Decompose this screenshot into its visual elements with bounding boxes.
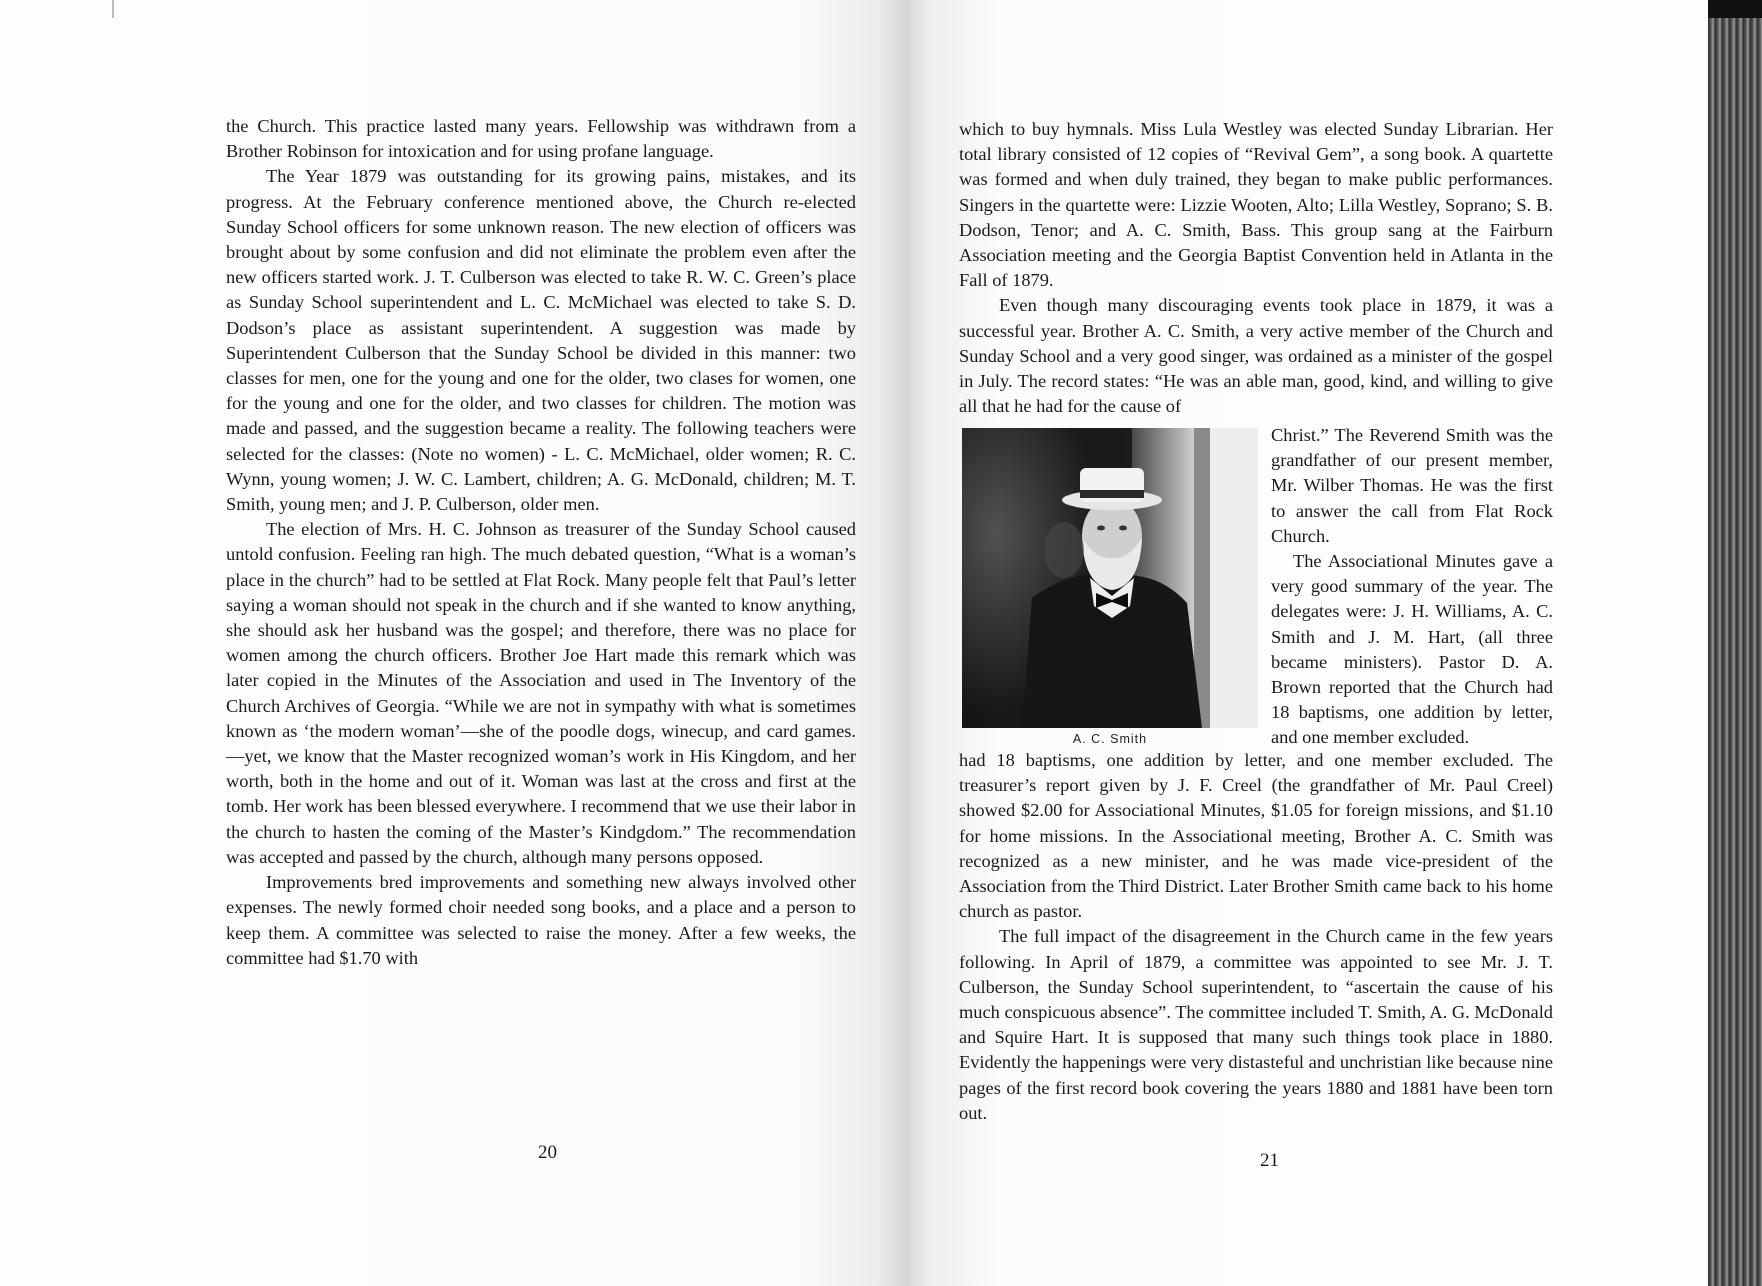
paragraph: The Associational Minutes gave a very good summary of the year. The delegates were: J. H. Williams, A. C. Smith and J. M. Hart, (all three became ministers). Pastor D. A. Brown reported that the Church had 18 baptisms, one addition by letter, and one member excluded. xyxy=(1271,551,1553,748)
book-page-edges xyxy=(1708,0,1762,1286)
paragraph: which to buy hymnals. Miss Lula Westley was elected Sunday Librarian. Her total library consisted of 12 copies of “Revival Gem”, a song book. A quartette was formed and when duly trained, they began to make public performances. Singers in the quartette were: Lizzie Wooten, Alto; Lilla Westley, Soprano; S. B. Dodson, Tenor; and A. C. Smith, Bass. This group sang at the Fairburn Association meeting and the Georgia Baptist Convention held in Atlanta in the Fall of 1879. xyxy=(959,119,1553,291)
scan-corner-mark xyxy=(112,0,114,18)
right-page-text-bottom xyxy=(959,748,1553,1126)
page-number-left: 20 xyxy=(538,1142,557,1163)
paragraph: Even though many discouraging events took place in 1879, it was a successful year. Brother A. C. Smith, a very active member of the Church and Sunday School and a very good singer, was ordained as a minister of the gospel in July. The record states: “He was an able man, good, kind, and willing to give all that he had for the cause of xyxy=(959,295,1553,417)
photo-caption: A. C. Smith xyxy=(1072,732,1148,746)
paragraph: Improvements bred improvements and something new always involved other expenses. The newly formed choir needed song books, and a place and a person to keep them. A committee was selected to raise the money. After a few weeks, the committee had $1.70 with xyxy=(226,872,856,968)
paragraph: The election of Mrs. H. C. Johnson as treasurer of the Sunday School caused untold confusion. Feeling ran high. The much debated question, “What is a woman’s place in the church” had to be settled at Flat Rock. Many people felt that Paul’s letter saying a woman should not speak in the church and if she wanted to know anything, she should ask her husband was the gospel; and therefore, there was no place for women among the church officers. Brother Joe Hart made this remark which was later copied in the Minutes of the Association and used in The Inventory of the Church Archives of Georgia. “While we are not in sympathy with what is sometimes known as ‘the modern woman’—she of the poodle dogs, winecup, and card games.—yet, we know that the Master recognized woman’s work in His Kingdom, and her worth, both in the home and out of it. Woman was last at the cross and first at the tomb. Her work has been blessed everywhere. I recommend that we use their labor in the church to hasten the coming of the Master’s Kindgdom.” The recommendation was accepted and passed by the church, although many persons opposed. xyxy=(226,519,856,867)
paragraph: The Year 1879 was outstanding for its growing pains, mistakes, and its progress. At the February conference mentioned above, the Church re-elected Sunday School officers for some unknown reason. The new election of officers was brought about by some confusion and did not eliminate the problem even after the new officers started work. J. T. Culberson was elected to take R. W. C. Green’s place as Sunday School superintendent and L. C. McMichael was elected to take S. D. Dodson’s place as assistant superintendent. A suggestion was made by Superintendent Culberson that the Sunday School be divided in this manner: two classes for men, one for the young and one for the older, two clases for women, one for the young and one for the older, and two classes for children. The motion was made and passed, and the suggestion became a reality. The following teachers were selected for the classes: (Note no women) - L. C. McMichael, older women; R. C. Wynn, young women; J. W. C. Lambert, children; A. G. McDonald, children; M. T. Smith, young men; and J. P. Culberson, older men. xyxy=(226,166,856,515)
book-edge-shadow xyxy=(1708,0,1762,18)
paragraph: Christ.” The Reverend Smith was the grandfather of our present member, Mr. Wilber Thomas. He was the first to answer the call from Flat Rock Church. xyxy=(1271,425,1553,546)
page-number-right: 21 xyxy=(1260,1150,1279,1171)
left-page-text xyxy=(226,114,856,971)
portrait-photo xyxy=(962,428,1258,728)
paragraph: The full impact of the disagreement in the Church came in the few years following. In April of 1879, a committee was appointed to see Mr. J. T. Culberson, the Sunday School superintendent, to “ascertain the cause of his much conspicuous absence”. The committee included T. Smith, A. G. McDonald and Squire Hart. It is supposed that many such things took place in 1880. Evidently the happenings were very distasteful and unchristian like because nine pages of the first record book covering the years 1880 and 1881 have been torn out. xyxy=(959,926,1553,1123)
portrait-photo-drawing xyxy=(962,428,1258,728)
right-page-text-top xyxy=(959,117,1553,419)
right-page-text-beside-photo xyxy=(1271,423,1553,751)
paragraph: had 18 baptisms, one addition by letter, and one member excluded. The treasurer’s report given by J. F. Creel (the grandfather of Mr. Paul Creel) showed $2.00 for Associational Minutes, $1.05 for foreign missions, and $1.10 for home missions. In the Associational meeting, Brother A. C. Smith was recognized as a new minister, and he was made vice-president of the Association from the Third District. Later Brother Smith came back to his home church as pastor. xyxy=(959,750,1553,922)
paragraph: the Church. This practice lasted many years. Fellowship was withdrawn from a Brother Robinson for intoxication and for using profane language. xyxy=(226,116,856,162)
